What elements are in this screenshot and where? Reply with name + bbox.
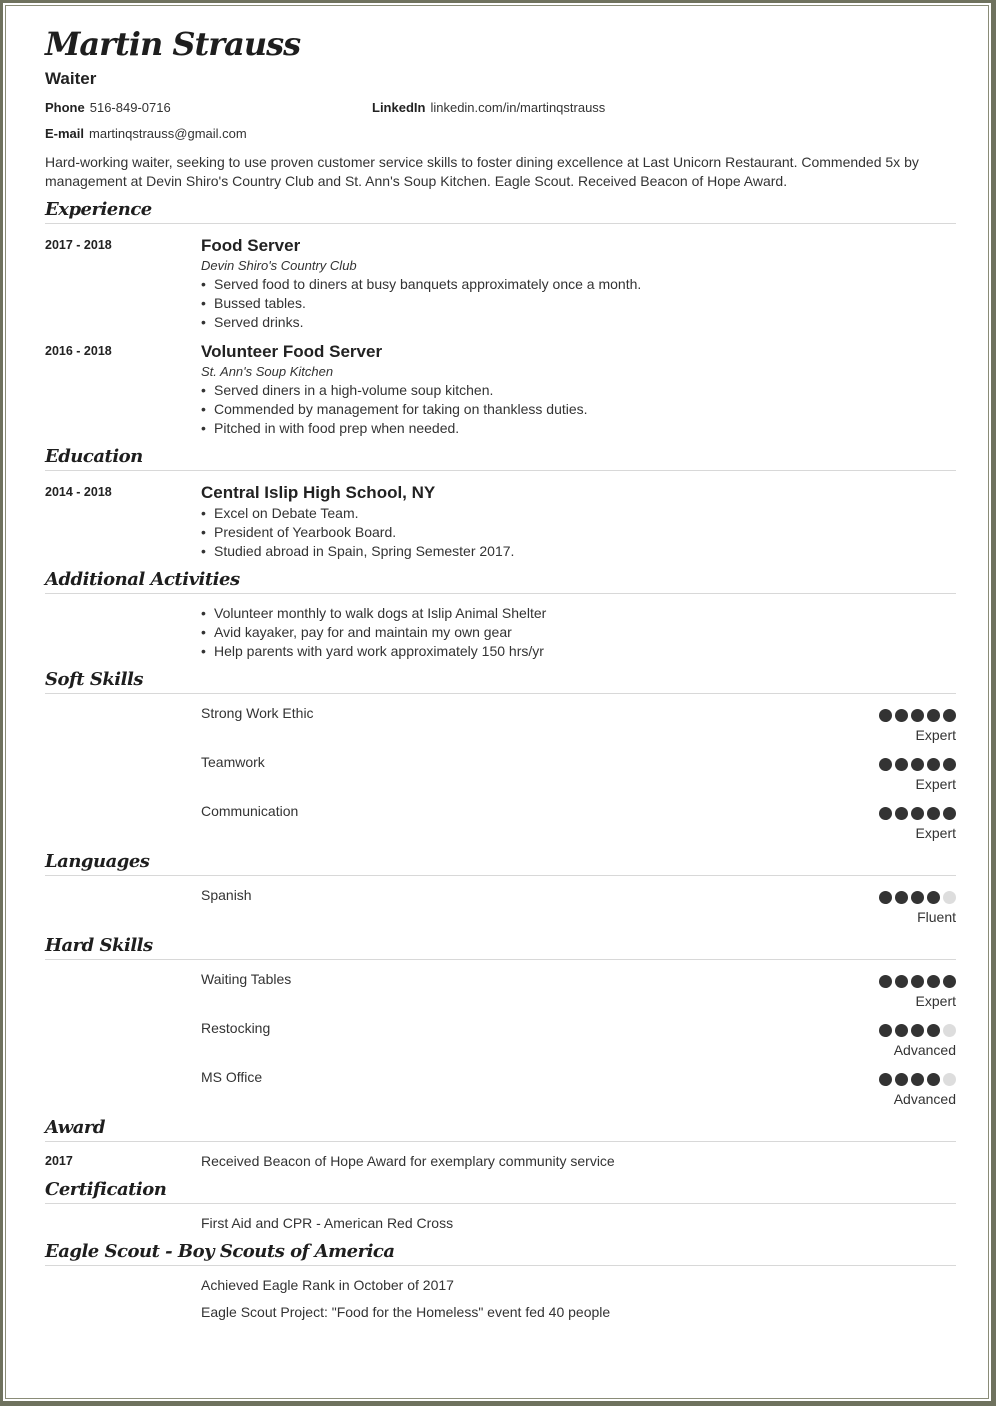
rating-dot-filled [943, 975, 956, 988]
section-title-eagle-scout: Eagle Scout - Boy Scouts of America [45, 1241, 395, 1262]
email-link[interactable]: martinqstrauss@gmail.com [89, 126, 247, 141]
divider [45, 470, 956, 471]
rating-dot-empty [943, 891, 956, 904]
skill-name: Teamwork [201, 754, 265, 770]
skill-rating [879, 758, 956, 771]
education-bullet: • Studied abroad in Spain, Spring Semester 2017. [201, 543, 514, 559]
experience-bullet: • Pitched in with food prep when needed. [201, 420, 459, 436]
section-title-experience: Experience [45, 199, 152, 220]
rating-dot-filled [911, 975, 924, 988]
linkedin-row [372, 100, 605, 115]
rating-dot-filled [927, 891, 940, 904]
rating-dot-empty [943, 1024, 956, 1037]
section-title-education: Education [45, 446, 143, 467]
activity-bullet: • Help parents with yard work approximately 150 hrs/yr [201, 643, 544, 659]
summary: Hard-working waiter, seeking to use proven customer service skills to foster dining excellence at Last Unicorn Restaurant. Commended 5x by management at Devin Shiro's Country Club and St. Ann's Soup Kitchen. Eagle Scout. Received Beacon of Hope Award. [45, 154, 919, 189]
experience-bullet: • Served drinks. [201, 314, 303, 330]
rating-dot-filled [927, 807, 940, 820]
rating-dot-filled [879, 1024, 892, 1037]
experience-title: Volunteer Food Server [201, 342, 383, 361]
rating-dot-filled [895, 1024, 908, 1037]
rating-dot-filled [879, 807, 892, 820]
section-title-languages: Languages [45, 851, 150, 872]
rating-dot-filled [879, 709, 892, 722]
divider [45, 223, 956, 224]
language-level: Fluent [917, 909, 956, 925]
eagle-scout-text: Achieved Eagle Rank in October of 2017 [201, 1277, 454, 1293]
language-name: Spanish [201, 887, 252, 903]
linkedin-label: LinkedIn [372, 100, 426, 115]
rating-dot-filled [895, 1073, 908, 1086]
divider [45, 593, 956, 594]
award-text: Received Beacon of Hope Award for exemplary community service [201, 1153, 615, 1169]
rating-dot-filled [879, 1073, 892, 1086]
award-date: 2017 [45, 1154, 73, 1168]
skill-level: Expert [915, 993, 956, 1009]
rating-dot-filled [911, 709, 924, 722]
experience-title: Food Server [201, 236, 301, 255]
rating-dot-filled [927, 1024, 940, 1037]
divider [45, 875, 956, 876]
job-title-heading: Waiter [45, 69, 97, 88]
section-title-certification: Certification [45, 1179, 167, 1200]
rating-dot-filled [911, 807, 924, 820]
email-label: E-mail [45, 126, 85, 141]
rating-dot-filled [895, 975, 908, 988]
skill-name: MS Office [201, 1069, 263, 1085]
section-title-hard-skills: Hard Skills [45, 935, 153, 956]
rating-dot-filled [895, 891, 908, 904]
skill-level: Advanced [893, 1042, 956, 1058]
candidate-name: Martin Strauss [45, 25, 301, 63]
divider [45, 1203, 956, 1204]
experience-date: 2016 - 2018 [45, 344, 112, 358]
rating-dot-filled [911, 758, 924, 771]
skill-rating [879, 807, 956, 820]
section-title-activities: Additional Activities [45, 569, 240, 590]
section-title-award: Award [45, 1117, 105, 1138]
skill-level: Expert [915, 825, 956, 841]
experience-bullet: • Served food to diners at busy banquets approximately once a month. [201, 276, 641, 292]
rating-dot-filled [911, 1024, 924, 1037]
education-bullet: • President of Yearbook Board. [201, 524, 396, 540]
skill-rating [879, 975, 956, 988]
divider [45, 693, 956, 694]
rating-dot-filled [895, 709, 908, 722]
rating-dot-filled [943, 807, 956, 820]
rating-dot-filled [911, 891, 924, 904]
activity-bullet: • Volunteer monthly to walk dogs at Islip Animal Shelter [201, 605, 546, 621]
experience-bullet: • Commended by management for taking on thankless duties. [201, 401, 588, 417]
email-row [45, 126, 247, 141]
rating-dot-filled [879, 891, 892, 904]
experience-bullet: • Served diners in a high-volume soup kitchen. [201, 382, 493, 398]
rating-dot-filled [927, 1073, 940, 1086]
divider [45, 1141, 956, 1142]
skill-level: Advanced [893, 1091, 956, 1107]
rating-dot-filled [943, 758, 956, 771]
rating-dot-filled [943, 709, 956, 722]
skill-name: Strong Work Ethic [201, 705, 314, 721]
language-rating [879, 891, 956, 904]
phone-value: 516-849-0716 [89, 100, 171, 115]
eagle-scout-text: Eagle Scout Project: "Food for the Homeless" event fed 40 people [201, 1304, 611, 1320]
skill-name: Restocking [201, 1020, 271, 1036]
skill-rating [879, 709, 956, 722]
experience-date: 2017 - 2018 [45, 238, 112, 252]
rating-dot-filled [927, 758, 940, 771]
experience-org: St. Ann's Soup Kitchen [201, 364, 334, 379]
rating-dot-filled [879, 758, 892, 771]
rating-dot-filled [895, 758, 908, 771]
rating-dot-filled [927, 709, 940, 722]
skill-level: Expert [915, 727, 956, 743]
section-title-soft-skills: Soft Skills [45, 669, 143, 690]
experience-bullet: • Bussed tables. [201, 295, 306, 311]
skill-rating [879, 1073, 956, 1086]
phone-row [45, 100, 171, 115]
rating-dot-filled [911, 1073, 924, 1086]
skill-level: Expert [915, 776, 956, 792]
skill-rating [879, 1024, 956, 1037]
education-bullet: • Excel on Debate Team. [201, 505, 359, 521]
education-date: 2014 - 2018 [45, 485, 112, 499]
rating-dot-filled [927, 975, 940, 988]
divider [45, 959, 956, 960]
skill-name: Waiting Tables [201, 971, 292, 987]
rating-dot-filled [895, 807, 908, 820]
rating-dot-empty [943, 1073, 956, 1086]
divider [45, 1265, 956, 1266]
certification-text: First Aid and CPR - American Red Cross [201, 1215, 454, 1231]
phone-label: Phone [45, 100, 85, 115]
education-school: Central Islip High School, NY [201, 483, 436, 502]
resume-page [2, 2, 992, 1402]
linkedin-link[interactable]: linkedin.com/in/martinqstrauss [430, 100, 606, 115]
activity-bullet: • Avid kayaker, pay for and maintain my own gear [201, 624, 512, 640]
experience-org: Devin Shiro's Country Club [201, 258, 357, 273]
skill-name: Communication [201, 803, 299, 819]
rating-dot-filled [879, 975, 892, 988]
